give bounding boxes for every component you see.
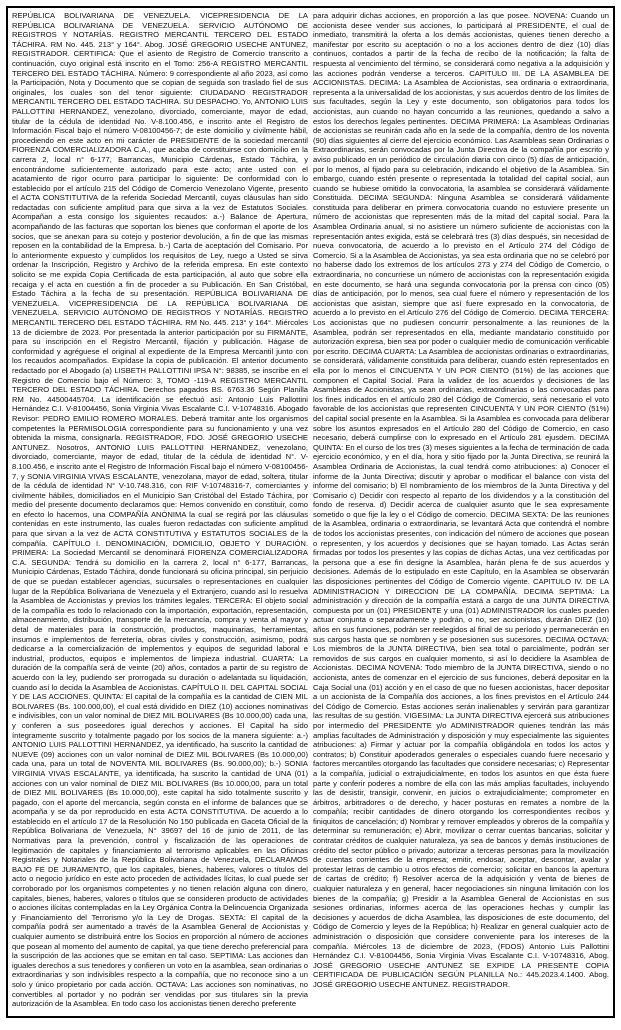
notice-columns xyxy=(12,11,609,1013)
legal-notice-frame xyxy=(6,6,615,1018)
notice-text-right: para adquirir dichas acciones, en proporción a las que posee. NOVENA: Cuando un accionista desee vender sus acciones, lo participará al PRESIDENTE, el cual de inmediato, transmitirá la oferta a los demás accionistas, quienes tienen derecho a manifestar por escrito su aceptación o no a los acciones dentro de diez (10) días continuos, contados a partir de la fecha de recibo de la notificación; la falta de respuesta al vencimiento del término, se considerará como negativa a la adquisición y las acciones podrán venderse a terceros. CAPITULO III. DE LA ASAMBLEA DE ACCIONISTAS. DECIMA: La Asamblea de Accionistas, sea ordinaria o extraordinaria, representa a la universalidad de los accionistas, y sus acuerdos dentro de los límites de sus facultades, según la Ley y este documento, son obligatorios para todos los accionistas, aun cuando no hayan concurrido a las reuniones, quedando a salvo a estos los derechos legales pertinentes. DECIMA PRIMERA: La Asambleas Ordinarias de accionistas se reunirán cada año en la sede de la compañía, dentro de los noventa (90) días siguientes al cierre del ejercicio económico. Las Asambleas sean Ordinarias o Extraordinarias, serán convocadas por la Junta Directiva de la compañía por escrito y aviso publicado en un periódico de circulación diaria con cinco (5) días de anticipación, por lo menos, al fijado para su celebración, indicando el objetivo de la Asamblea. Sin embargo, cuando estén presente o representada la totalidad del capital social, aun cuando se hubiese omitido la convocatoria, la asamblea se considerará válidamente Constituida. DECIMA SEGUNDA: Ninguna Asamblea se considerará válidamente constituida para deliberar en primera convocatoria cuando no estuviere presente un número de accionistas que representen más de la mitad del capital social. Para la Asamblea Ordinaria anual, si no asistiere un número suficiente de accionistas con la representación antes exigida, está se celebrará tres (3) días después, sin necesidad de nueva convocatoria, de acuerdo a lo previsto en el Artículo 274 del Código de Comercio. Si a la Asamblea de Accionistas, ya sea esta ordinaria que no se celebró por no haberse dado los extremos de los artículos 273 y 274 del Código de Comercio, o extraordinaria, no concurriese un número de accionistas con la representación exigida en este documento, se hará una segunda convocatoria por la prensa con cinco (05) días de anticipación, por lo menos, sea cual fuere el número y representación de los accionistas que asistan, siempre que así fuere expresado en la convocatoria, de acuerdo a lo previsto en el Artículo 276 del Código de Comercio. DECIMA TERCERA: Los accionistas que no pudiesen concurrir personalmente a las reuniones de la Asamblea, podrán ser representados en ella, mediante mandatario constituido por autorización expresa, bien sea por poder o cualquier medio de comunicación verificable por escrito. DECIMA CUARTA: La Asamblea de accionistas ordinarias o extraordinarias, se considerará, válidamente constituida para deliberar, cuando estén representados en ella por lo menos el CINCUENTA Y UN POR CIENTO (51%) de las acciones que componen el Capital Social. Para la validez de los acuerdos y decisiones de las Asambleas de Accionistas, ya sean ordinarias, extraordinarias o las convocadas para los fines indicados en el artículo 280 del Código de Comercio, será necesario el voto favorable de los accionistas que representen CINCUENTA Y UN POR CIENTO (51%) del capital social presente en la Asamblea. Si la Asamblea es convocada para deliberar sobre los asuntos expresados en el Artículo 280 del Código de Comercio, en caso necesario, deberá cumplirse con lo expresado en el Artículo 281 ejusdem. DECIMA QUINTA: En el curso de los tres (3) meses siguientes a la fecha de terminación de cada ejercicio económico, y en el día, hora y sitio fijado por la Junta Directiva, se reunirá la Asamblea Ordinaria de Accionistas, la cual tendrá como atribuciones: a) Conocer el informe de la Junta Directiva; discutir y aprobar o modificar el balance con vista del informe del comisario; b) El nombramiento de los miembros de la Junta Directiva y del Comisario c) Decidir con respecto al reparto de los dividendos y a la constitución del fondo de reserva. d) Decidir acerca de cualquier asunto que le sea expresamente sometido o que fije la ley o el Código de comercio. DECIMA SEXTA: De las reuniones de la Asamblea, ordinaria o extraordinaria, se levantará Acta que contendrá el nombre de todos los accionistas presentes, con indicación del número de acciones que posean o representen, y los acuerdos y decisiones que se hayan tomado. Las Actas serán firmadas por todos los presentes y las copias de dichas Actas, una vez certificadas por la persona que a ese fin designe la Asamblea, harán plena fe de sus acuerdos y decisiones. Además de lo estipulado en este Capítulo, en la Asamblea se observarán las disposiciones pertinentes del Código de Comercio vigente. CAPITULO IV. DE LA ADMINISTRACION Y DIRECCION DE LA COMPAÑÍA. DECIMA SEPTIMA: La administración y dirección de la compañía estará a cargo de una JUNTA DIRECTIVA compuesta por un (01) PRESIDENTE y una (01) ADMINISTRADOR los cuales pueden actuar conjunta o separadamente y podrán, o no, ser accionistas, durarán DIEZ (10) años en sus funciones, podrán ser reelegidos al final de su período y permanecerán en sus cargos hasta que se nombren y se posesionen sus sucesores. DECIMA OCTAVA: Los miembros de la JUNTA DIRECTIVA, bien sea total o parcialmente, podrán ser removidos de sus cargos en cualquier momento, si así lo decidiere la Asamblea de Accionistas. DECIMA NOVENA: Todo miembro de la JUNTA DIRECTIVA, siendo o no accionista, antes de comenzar en el ejercicio de sus funciones, deberá depositar en la Caja Social una (01) acción y en el caso de que no fuesen accionistas, hacer depositar a un accionista de la Compañía dos acciones, a los fines previstos en el Artículo 244 del Código de Comercio. Estas acciones serán inalienables y servirán para garantizar las resultas de su gestión. VIGESIMA: La JUNTA DIRECTIVA ejercerá sus atribuciones por intermedio del PRESIDENTE y/o ADMINISTRADOR quienes tendrán las más amplias facultades de Administración y disposición y muy especialmente las siguientes atribuciones: a) Firmar y actuar por la compañía obligándola en todos los actos y contratos; b) Constituir apoderados generales o especiales cuando fuere necesario y factores mercantiles otorgando las facultades que considere necesarias; c) Representar a la compañía, judicial o extrajudicialmente, en todos los asuntos en que ésta fuere parte y conferir poderes a nombre de ella con las más amplias facultades, incluyendo las de desistir, transigir, convenir, en juicios o extrajudicialmente; comprometer en árbitros, arbitradores o de derecho, y hacer posturas en remates a nombre de la compañía; recibir cantidades de dinero otorgando los correspondientes recibos y finiquitos de cancelación; d) Nombrar y remover empleados y obreros de la compañía y determinar su remuneración; e) Abrir, movilizar o cerrar cuentas bancarias, solicitar y contratar créditos de cualquier naturaleza, ya sea de bancos y demás instituciones de crédito del sector público o privado; autorizar a terceras personas para la movilización de cuentas corrientes de la empresa; emitir, endosar, aceptar, descontar, avalar y protestar letras de cambio u otros efectos de comercio; solicitar en bancos la apertura de cartas de crédito; f) Resolver acerca de la adquisición y venta de bienes de cualquier naturaleza y en general, hacer negociaciones sin ninguna limitación con los bienes de la compañía; g) Presidir a la Asamblea General de Accionistas en sus sesiones ordinarias, informes acerca de las operaciones hechas y cumplir las decisiones y acuerdos de dicha Asamblea, las disposiciones de este documento, del Código de Comercio y leyes de la República; h) Realizar en general cualquier acto de administración o disposición que considere conveniente para los intereses de la compañía. Miércoles 13 de diciembre de 2023, (FDOS) Antonio Luis Pallottini Hernández C.I. V-81004456, Sonia Virginia Vivas Escalante C.I. V-10748316, Abog. JOSÉ GREGORIO USECHE ANTUNEZ SE EXPIDE LA PRESENTE COPIA CERTIFICADA DE PUBLICACIÓN SEGÚN PLANILLA No.: 445.2023.4.1400. Abog. JOSÉ GREGORIO USECHE ANTUNEZ. REGISTRADOR. xyxy=(313,11,609,989)
notice-column-right xyxy=(313,11,609,1013)
notice-column-left xyxy=(12,11,308,1013)
notice-text-left: REPÚBLICA BOLIVARIANA DE VENEZUELA. VICEPRESIDENCIA DE LA REPÚBLICA BOLIVARIANA DE VENEZUELA. SERVICIO AUTÓNOMO DE REGISTROS Y NOTARÍAS. REGISTRO MERCANTIL TERCERO DEL ESTADO TÁCHIRA. RM No. 445. 213° y 164°. Abog. JOSÉ GREGORIO USECHE ANTUNEZ, REGISTRADOR. CERTIFICA: Que el asiento de Registro de Comercio transcrito a continuación, cuyo original está inscrito en el Tomo: 256-A REGISTRO MERCANTIL TERCERO DEL ESTADO TÁCHIRA. Número: 9 correspondiente al año 2023, así como la Participación, Nota y Documento que se copian de seguida son traslado fiel de sus originales, los cuales son del tenor siguiente: CIUDADANO REGISTRADOR MERCANTIL TERCERO DEL ESTADO TACHIRA. SU DESPACHO. Yo, ANTONIO LUIS PALLOTTINI HERNANDEZ, venezolano, divorciado, comerciante, mayor de edad, titular de la cédula de identidad No. V-8.100.456, e inscrito ante el Registro de Información Fiscal bajo el número V-08100456-7; de este domicilio y civilmente hábil, procediendo en este acto en mi carácter de PRESIDENTE de la sociedad mercantil FIORENZA COMERCIALIZADORA C.A., que acaba de constituirse con domicilio en la carrera 2, local n° 6-177, Barrancas, Municipio Cárdenas, Estado Táchira, y encontrándome suficientemente autorizado para este acto; ante usted con el acatamiento de rigor ocurro para participar lo siguiente: De conformidad con lo establecido por el artículo 215 del Código de Comercio Venezolano Vigente, presento el ACTA CONSTITUTIVA de la referida Sociedad Mercantil, cuyas cláusulas han sido redactadas con suficiente amplitud para que sirva a la vez de Estatutos Sociales. Acompañan a esta consigo los siguientes recaudos: a.-) Balance de Apertura, acompañando de las facturas que soportan los bienes que conforman el aporte de los socios, que se anexan para su cotejo y posterior devolución, a fin de que las mismas reposen en la contabilidad de la Empresa. b.-) Carta de aceptación del Comisario. Por lo anteriormente expuesto y cumplidos los requisitos de Ley, ruego a Usted se sirva ordenar la Inscripción, Registro y Archivo de la referida empresa. En este contexto solicito se me expida Copia Certificada de esta participación, al auto que sobre ella recaiga y el acta en cuestión a fin de proceder a su Publicación. En San Cristóbal, Estado Táchira a la fecha de su presentación. REPÚBLICA BOLIVARIANA DE VENEZUELA. VICEPRESIDENCIA DE LA REPÚBLICA BOLIVARIANA DE VENEZUELA. SERVICIO AUTÓNOMO DE REGISTROS Y NOTARÍAS. REGISTRO MERCANTIL TERCERO DEL ESTADO TÁCHIRA. RM No. 445. 213° y 164°. Miércoles 13 de diciembre de 2023. Por presentada la anterior participación por su FIRMANTE, para su inscripción en el Registro Mercantil, fíjación y publicación. Hágase de conformidad y agréguese el original al expediente de la Empresa Mercantil junto con los recaudos acompañados. Expídase la copia de publicación. El anterior documento redactado por el Abogado (a) LISBETH PALLOTTINI IPSA N°: 98385, se inscribe en el Registro de Comercio bajo el Número: 3, TOMO -119-A REGISTRO MERCANTIL TERCERO DEL ESTADO TÁCHIRA. Derechos pagados BS. 6763.36 Según Planilla RM No. 44500445704. La identificación se efectuó así: Antonio Luis Pallottini Hernández C.I. V-81004456, Sonia Virginia Vivas Escalante C.I. V-10748316. Abogado Revisor: PEDRO EMILIO ROMERO MORALES. Deberá tramitar ante los organismos competentes la PERMISOLOGIA correspondiente para su funcionamiento y una vez obtenida la misma, consignarla. REGISTRADOR, FDO. JOSÉ GREGORIO USECHE ANTUNEZ. Nosotros, ANTONIO LUIS PALLOTTINI HERNANDEZ, venezolano, divorciado, comerciante, mayor de edad, titular de la cédula de identidad N°. V-8.100.456, e inscrito ante el Registro de Información Fiscal bajo el número V-08100456-7, y SONIA VIRGINIA VIVAS ESCALANTE, venezolana, mayor de edad, soltera, titular de la cédula de identidad N° V-10.748.316, con RIF V-10748316-7, comerciantes y civilmente hábiles, domiciliados en el Municipio San Cristóbal del Estado Táchira, por medio del presente documento declaramos que: Hemos convenido en constituir, como en efecto lo hacemos, una COMPAÑÍA ANÓNIMA la cual se regirá por las cláusulas contenidas en este instrumento, las cuales fueron redactadas con suficiente amplitud para que sirvan a la vez de ACTA CONSTITUTIVA y ESTATUTOS SOCIALES de la compañía. CAPÍTULO I. DENOMINACIÓN, DOMICILIO, OBJETO Y DURACIÓN. PRIMERA: La Sociedad Mercantil se denominará FIORENZA COMERCIALIZADORA C.A. SEGUNDA: Tendrá su domicilio en la carrera 2, local n° 6-177, Barrancas, Municipio Cárdenas, Estado Táchira, donde funcionará su oficina principal, sin perjuicio de que se puedan establecer agencias, sucursales o representaciones en cualquier lugar de la República Bolivariana de Venezuela y el Extranjero, cuando así lo resuelva la Asamblea de Accionistas y previos los trámites legales. TERCERA: El objeto social de la compañía es todo lo relacionado con la importación, exportación, representación, almacenamiento, distribución, transporte de la mercancía, compra y venta al mayor y detal de materiales para la construcción, productos, maquinarias, herramientas, insumos e implementos de ferretería, obras civiles y construcción, asimismo, podrá dedicarse a la comercialización de implementos y equipos de seguridad laboral e industrial, productos, equipos e implementos de limpieza industrial. CUARTA: La duración de la compañía será de veinte (20) años, contados a partir de su registro de acuerdo con la ley, pudiendo ser prorrogada su duración o adelantada su liquidación, cuando así lo decida la Asamblea de Accionistas. CAPÍTULO II. DEL CAPITAL SOCIAL Y DE LAS ACCIONES. QUINTA: El capital de la compañía es la cantidad de CIEN MIL BOLIVARES (Bs. 100.000,00), el cual está dividido en DIEZ (10) acciones nominativas e indivisibles, con un valor nominal de DIEZ MIL BOLIVARES (Bs 10.000,00) cada una, y conferen a sus poseedores igual derechos y acciones. El Capital ha sido íntegramente suscrito y totalmente pagado por los socios de la manera siguiente: a.-) ANTONIO LUIS PALLOTTINI HERNANDEZ, ya identificado, ha suscrito la cantidad de NUEVE (09) acciones con un valor nominal de DIEZ MIL BOLIVARES (Bs 10.000,00) cada una, para un total de NOVENTA MIL BOLIVARES (Bs. 90.000,00); b.-) SONIA VIRGINIA VIVAS ESCALANTE, ya identificada, ha suscrito la cantidad de UNA (01) acciones con un valor nominal de DIEZ MIL BOLIVARES (Bs 10.000,00, para un total de DIEZ MIL BOLIVARES (Bs 10.000,00), este capital ha sido totalmente suscrito y pagado, con el aporte del mercancía, según consta en el informe de balances que se acompaña y se da por reproducido en esta ACTA CONSTITUTIVA. De acuerdo a lo establecido en el artículo 17 de la Resolución No 150 publicada en Gaceta Oficial de la República Bolivariana de Venezuela, N° 39697 del 16 de junio de 2011, de las Normativas para la prevención, control y fiscalización de las operaciones de legitimación de capitales y financiamiento al terrorismo aplicables en las Oficinas Registrales y Notariales de la República Bolivariana de Venezuela, DECLARAMOS BAJO FE DE JURAMENTO, que los capitales, bienes, haberes, valores o títulos del acto o negocio jurídico en este acto proceden de actividades lícitas, lo cual puede ser corroborado por los organismos competentes y no tienen relación alguna con dinero, capitales, bienes, haberes, valores o títulos que se consideren producto de actividades o acciones ilícitas contempladas en la Ley Orgánica Contra la Delincuencia Organizada y Financiamiento del Terrorismo y/o la Ley de Drogas. SEXTA: El capital de la compañía podrá ser aumentado a través de la Asamblea General de Accionistas y cualquier aumento se distribuirá entre los Socios en proporción al número de acciones que posean al momento del aumento de capital, ya que tiene derecho preferencial para la suscripción de las acciones que se emitan en tal caso. SEPTIMA: Las acciones dan iguales derechos a sus tenedores y confieren un voto en la asamblea, sean ordinarias o extraordinarias y son indivisibles respecto a la compañía, que no reconoce sino a un solo y único propietario por cada acción. OCTAVA: Las acciones son nominativas, no convertibles al portador y no podrán ser vendidas por sus titulares sin la previa autorización de la Asamblea. En todo caso los accionistas tienen derecho preferente xyxy=(12,11,308,1009)
